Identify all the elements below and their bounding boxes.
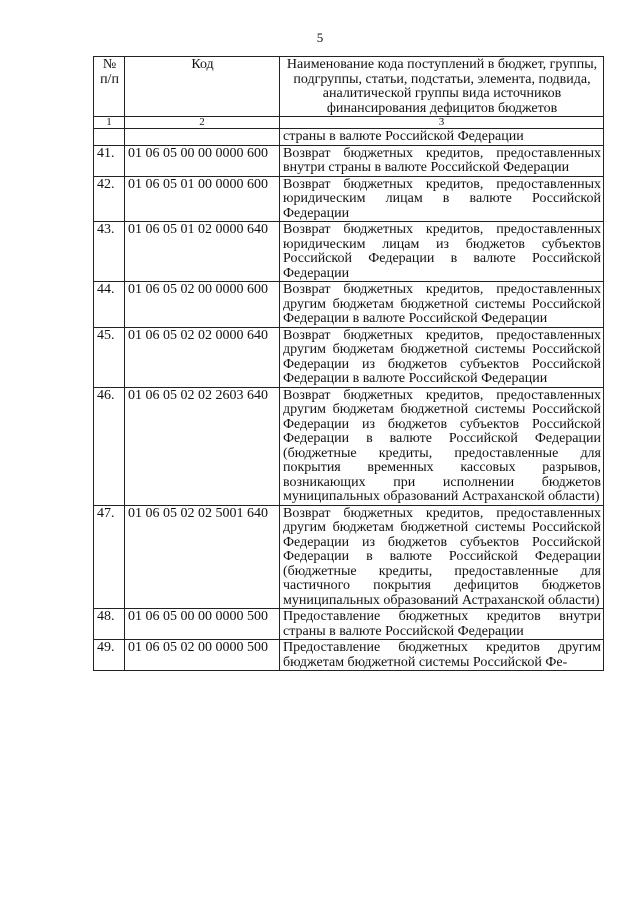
- row-number: 49.: [94, 640, 125, 671]
- table-row: [94, 387, 604, 505]
- row-number: 42.: [94, 176, 125, 222]
- row-code: 01 06 05 02 00 0000 500: [125, 640, 280, 671]
- row-number: 41.: [94, 145, 125, 176]
- table-row: [94, 505, 604, 609]
- header-name: Наименование кода поступлений в бюджет, группы, подгруппы, статьи, подстатьи, элемента, подвида, аналитической группы вида источников финансирования дефицитов бюджетов: [280, 57, 604, 117]
- row-number: 44.: [94, 282, 125, 328]
- row-number: 48.: [94, 609, 125, 640]
- row-name: Возврат бюджетных кредитов, предоставленных юридическим лицам из бюджетов субъектов Российской Федерации в валюте Российской Федерации: [280, 222, 604, 282]
- empty-cell: [125, 129, 280, 146]
- row-number: 47.: [94, 505, 125, 609]
- page-number: 5: [316, 30, 324, 45]
- row-name: Возврат бюджетных кредитов, предоставленных другим бюджетам бюджетной системы Российской Федерации из бюджетов субъектов Российской Федерации в валюте Российской Федерации: [280, 327, 604, 387]
- table-row: [94, 222, 604, 282]
- row-code: 01 06 05 01 02 0000 640: [125, 222, 280, 282]
- row-code: 01 06 05 02 02 5001 640: [125, 505, 280, 609]
- header-code: Код: [125, 57, 280, 117]
- row-name: Предоставление бюджетных кредитов другим бюджетам бюджетной системы Российской Фе-: [280, 640, 604, 671]
- table-row: [94, 176, 604, 222]
- column-number-row: [94, 117, 604, 129]
- row-code: 01 06 05 01 00 0000 600: [125, 176, 280, 222]
- table-row: [94, 282, 604, 328]
- table-row: [94, 640, 604, 671]
- row-name: Предоставление бюджетных кредитов внутри страны в валюте Российской Федерации: [280, 609, 604, 640]
- row-code: 01 06 05 02 02 2603 640: [125, 387, 280, 505]
- row-name: Возврат бюджетных кредитов, предоставленных другим бюджетам бюджетной системы Российской Федерации из бюджетов субъектов Российской Федерации в валюте Российской Федерации (бюджетные кредиты, предоставленные для частичного покрытия дефицитов бюджетов муниципальных образований Астраханской области): [280, 505, 604, 609]
- row-code: 01 06 05 02 00 0000 600: [125, 282, 280, 328]
- row-number: 45.: [94, 327, 125, 387]
- row-code: 01 06 05 00 00 0000 600: [125, 145, 280, 176]
- table-row: [94, 327, 604, 387]
- header-number: № п/п: [94, 57, 125, 117]
- column-number: 3: [280, 117, 604, 129]
- column-number: 1: [94, 117, 125, 129]
- column-number: 2: [125, 117, 280, 129]
- table-row: [94, 145, 604, 176]
- row-name: Возврат бюджетных кредитов, предоставленных внутри страны в валюте Российской Федерации: [280, 145, 604, 176]
- row-name: Возврат бюджетных кредитов, предоставленных другим бюджетам бюджетной системы Российской Федерации из бюджетов субъектов Российской Федерации в валюте Российской Федерации (бюджетные кредиты, предоставленные для покрытия временных кассовых разрывов, возникающих при исполнении бюджетов муниципальных образований Астраханской области): [280, 387, 604, 505]
- row-name: Возврат бюджетных кредитов, предоставленных юридическим лицам в валюте Российской Федерации: [280, 176, 604, 222]
- continuation-text: страны в валюте Российской Федерации: [280, 129, 604, 146]
- row-code: 01 06 05 02 02 0000 640: [125, 327, 280, 387]
- budget-code-table: [93, 56, 604, 671]
- row-name: Возврат бюджетных кредитов, предоставленных другим бюджетам бюджетной системы Российской Федерации в валюте Российской Федерации: [280, 282, 604, 328]
- table-header-row: [94, 57, 604, 117]
- row-number: 46.: [94, 387, 125, 505]
- table-row: [94, 609, 604, 640]
- row-number: 43.: [94, 222, 125, 282]
- row-code: 01 06 05 00 00 0000 500: [125, 609, 280, 640]
- continuation-row: [94, 129, 604, 146]
- empty-cell: [94, 129, 125, 146]
